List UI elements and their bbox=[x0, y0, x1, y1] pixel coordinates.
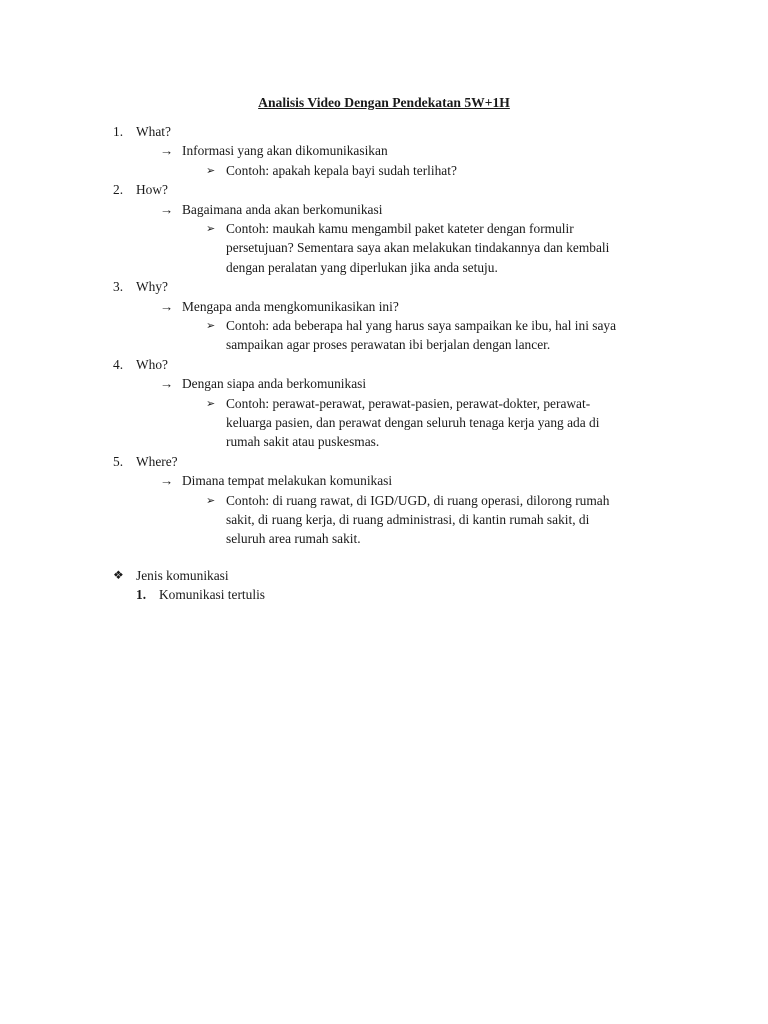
answer-text: Informasi yang akan dikomunikasikan bbox=[182, 143, 388, 159]
chevron-bullet-icon: ➢ bbox=[206, 164, 216, 177]
example-line: keluarga pasien, dan perawat dengan seluruh tenaga kerja yang ada di bbox=[226, 415, 600, 430]
answer-text: Mengapa anda mengkomunikasikan ini? bbox=[182, 298, 399, 314]
item-number: 1. bbox=[113, 124, 124, 139]
example-line: sakit, di ruang kerja, di ruang administrasi, di kantin rumah sakit, di bbox=[226, 512, 590, 527]
example-line: rumah sakit atau puskesmas. bbox=[226, 434, 380, 450]
example-line: Contoh: ada beberapa hal yang harus saya sampaikan ke ibu, hal ini saya bbox=[226, 318, 617, 333]
question-label: Where? bbox=[136, 453, 178, 469]
item-number: 3. bbox=[113, 279, 124, 295]
question-label: Who? bbox=[136, 356, 168, 372]
example-line: sampaikan agar proses perawatan ibi berjalan dengan lancer. bbox=[226, 337, 551, 353]
arrow-icon: → bbox=[160, 376, 174, 392]
answer-text: Dengan siapa anda berkomunikasi bbox=[182, 376, 367, 392]
example-line: Contoh: maukah kamu mengambil paket kateter dengan formulir bbox=[226, 221, 574, 236]
example-line: Contoh: di ruang rawat, di IGD/UGD, di ruang operasi, dilorong rumah bbox=[226, 492, 610, 508]
jenis-sub-text: Komunikasi tertulis bbox=[159, 587, 266, 602]
diamond-bullet-icon: ❖ bbox=[113, 568, 124, 582]
item-number: 4. bbox=[113, 356, 124, 372]
example-line: Contoh: apakah kepala bayi sudah terlihat? bbox=[226, 162, 457, 178]
jenis-heading: Jenis komunikasi bbox=[136, 568, 229, 583]
question-label: How? bbox=[136, 182, 168, 198]
chevron-bullet-icon: ➢ bbox=[206, 494, 216, 507]
item-number: 5. bbox=[113, 453, 124, 469]
item-number: 2. bbox=[113, 182, 124, 198]
jenis-sub-number: 1. bbox=[136, 587, 147, 602]
arrow-icon: → bbox=[160, 201, 174, 217]
answer-text: Dimana tempat melakukan komunikasi bbox=[182, 473, 393, 489]
example-line: dengan peralatan yang diperlukan jika anda setuju. bbox=[226, 259, 498, 275]
answer-text: Bagaimana anda akan berkomunikasi bbox=[182, 201, 383, 217]
page-title: Analisis Video Dengan Pendekatan 5W+1H bbox=[258, 95, 510, 110]
question-label: What? bbox=[136, 124, 171, 139]
chevron-bullet-icon: ➢ bbox=[206, 223, 216, 235]
arrow-icon: → bbox=[160, 298, 174, 314]
example-line: Contoh: perawat-perawat, perawat-pasien, perawat-dokter, perawat- bbox=[226, 395, 591, 411]
arrow-icon: → bbox=[160, 143, 174, 159]
chevron-bullet-icon: ➢ bbox=[206, 397, 216, 410]
chevron-bullet-icon: ➢ bbox=[206, 320, 216, 332]
arrow-icon: → bbox=[160, 473, 174, 489]
question-label: Why? bbox=[136, 279, 168, 295]
example-line: seluruh area rumah sakit. bbox=[226, 531, 361, 547]
example-line: persetujuan? Sementara saya akan melakukan tindakannya dan kembali bbox=[226, 240, 610, 256]
